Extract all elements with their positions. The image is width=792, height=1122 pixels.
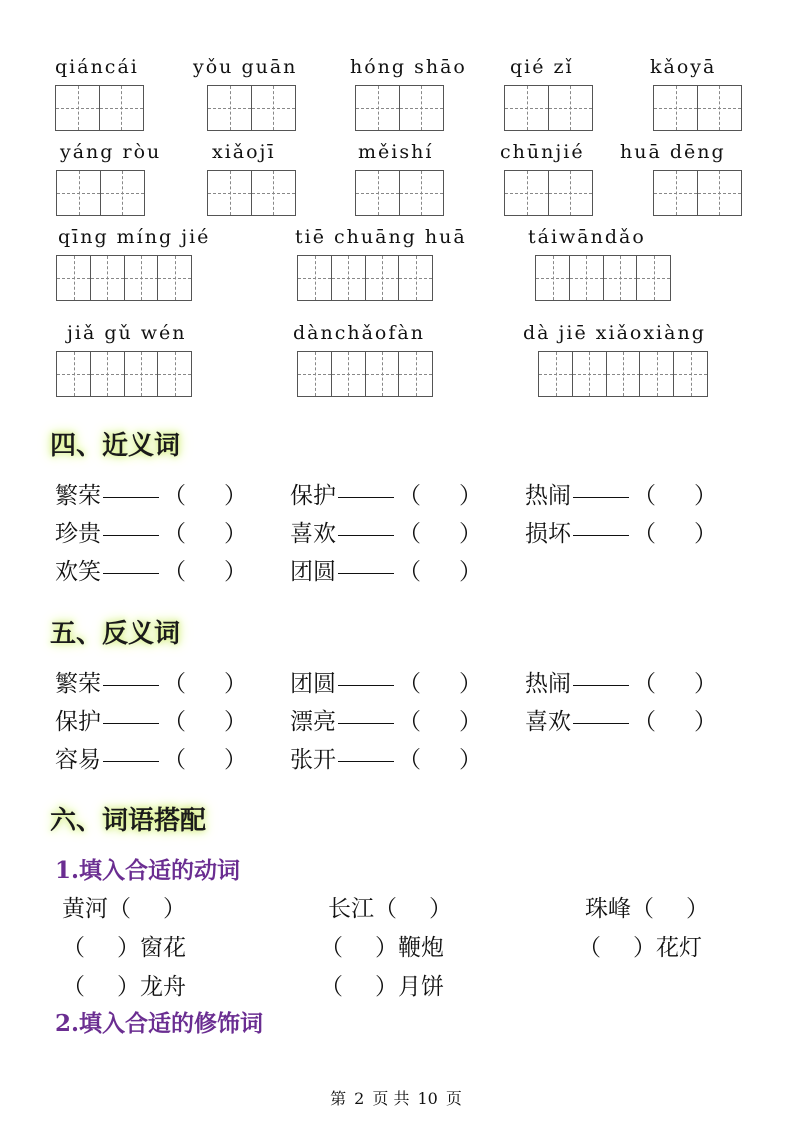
pinyin-text: měishí xyxy=(358,141,434,163)
pinyin-text: tiē chuāng huā xyxy=(295,226,467,248)
pinyin-text: qiáncái xyxy=(55,56,139,78)
verb-fill-item[interactable]: 长江（ ） xyxy=(328,896,452,922)
writing-grid[interactable] xyxy=(538,351,708,397)
antonym-item[interactable]: 热闹 （ ） xyxy=(525,671,717,697)
synonym-item[interactable]: 繁荣 （ ） xyxy=(55,483,247,509)
synonym-item[interactable]: 保护 （ ） xyxy=(290,483,482,509)
pinyin-text: xiǎojī xyxy=(212,141,276,163)
antonym-item[interactable]: 保护 （ ） xyxy=(55,709,247,735)
verb-fill-item[interactable]: 珠峰（ ） xyxy=(585,896,709,922)
pinyin-text: qié zǐ xyxy=(510,56,574,78)
subsection-title-verbs: 1.填入合适的动词 xyxy=(55,857,241,884)
pinyin-row-1 xyxy=(0,55,792,145)
verb-fill-item[interactable]: （ ）窗花 xyxy=(62,935,186,961)
verb-fill-item[interactable]: （ ）龙舟 xyxy=(62,974,186,1000)
pinyin-text: yǒu guān xyxy=(193,56,298,78)
pinyin-text: chūnjié xyxy=(500,141,585,163)
writing-grid[interactable] xyxy=(56,351,192,397)
pinyin-row-4 xyxy=(0,321,792,411)
writing-grid[interactable] xyxy=(355,170,444,216)
antonym-item[interactable]: 喜欢 （ ） xyxy=(525,709,717,735)
writing-grid[interactable] xyxy=(355,85,444,131)
synonym-item[interactable]: 珍贵 （ ） xyxy=(55,521,247,547)
section-title-antonyms: 五、反义词 xyxy=(50,619,181,649)
writing-grid[interactable] xyxy=(55,85,144,131)
page-number: 2 xyxy=(354,1089,365,1108)
section-title-synonyms: 四、近义词 xyxy=(50,431,181,461)
verb-fill-item[interactable]: （ ）鞭炮 xyxy=(320,935,444,961)
writing-grid[interactable] xyxy=(207,170,296,216)
verb-fill-item[interactable]: （ ）月饼 xyxy=(320,974,444,1000)
verb-fill-item[interactable]: （ ）花灯 xyxy=(578,935,702,961)
antonym-item[interactable]: 漂亮 （ ） xyxy=(290,709,482,735)
section-title-collocation: 六、词语搭配 xyxy=(50,806,207,836)
writing-grid[interactable] xyxy=(504,85,593,131)
synonym-item[interactable]: 欢笑 （ ） xyxy=(55,559,247,585)
pinyin-text: kǎoyā xyxy=(650,56,717,78)
verb-fill-item[interactable]: 黄河（ ） xyxy=(62,896,186,922)
writing-grid[interactable] xyxy=(56,255,192,301)
synonym-item[interactable]: 损坏 （ ） xyxy=(525,521,717,547)
page-total: 10 xyxy=(417,1089,438,1108)
pinyin-text: qīng míng jié xyxy=(58,226,211,248)
writing-grid[interactable] xyxy=(535,255,671,301)
writing-grid[interactable] xyxy=(297,351,433,397)
writing-grid[interactable] xyxy=(207,85,296,131)
pinyin-text: jiǎ gǔ wén xyxy=(67,322,187,344)
page-footer: 第 2 页 共 10 页 xyxy=(330,1089,462,1108)
writing-grid[interactable] xyxy=(297,255,433,301)
pinyin-row-2 xyxy=(0,140,792,230)
pinyin-text: hóng shāo xyxy=(350,56,467,78)
antonym-item[interactable]: 张开 （ ） xyxy=(290,747,482,773)
pinyin-text: dànchǎofàn xyxy=(293,322,425,344)
writing-grid[interactable] xyxy=(56,170,145,216)
antonym-item[interactable]: 容易 （ ） xyxy=(55,747,247,773)
writing-grid[interactable] xyxy=(653,170,742,216)
subsection-title-modifiers: 2.填入合适的修饰词 xyxy=(55,1010,264,1037)
writing-grid[interactable] xyxy=(653,85,742,131)
synonym-item[interactable]: 团圆 （ ） xyxy=(290,559,482,585)
pinyin-text: dà jiē xiǎoxiàng xyxy=(523,322,706,344)
pinyin-row-3 xyxy=(0,225,792,315)
synonym-item[interactable]: 喜欢 （ ） xyxy=(290,521,482,547)
pinyin-text: táiwāndǎo xyxy=(528,226,646,248)
antonym-item[interactable]: 繁荣 （ ） xyxy=(55,671,247,697)
writing-grid[interactable] xyxy=(504,170,593,216)
pinyin-text: huā dēng xyxy=(620,141,726,163)
pinyin-text: yáng ròu xyxy=(60,141,162,163)
synonym-item[interactable]: 热闹 （ ） xyxy=(525,483,717,509)
antonym-item[interactable]: 团圆 （ ） xyxy=(290,671,482,697)
